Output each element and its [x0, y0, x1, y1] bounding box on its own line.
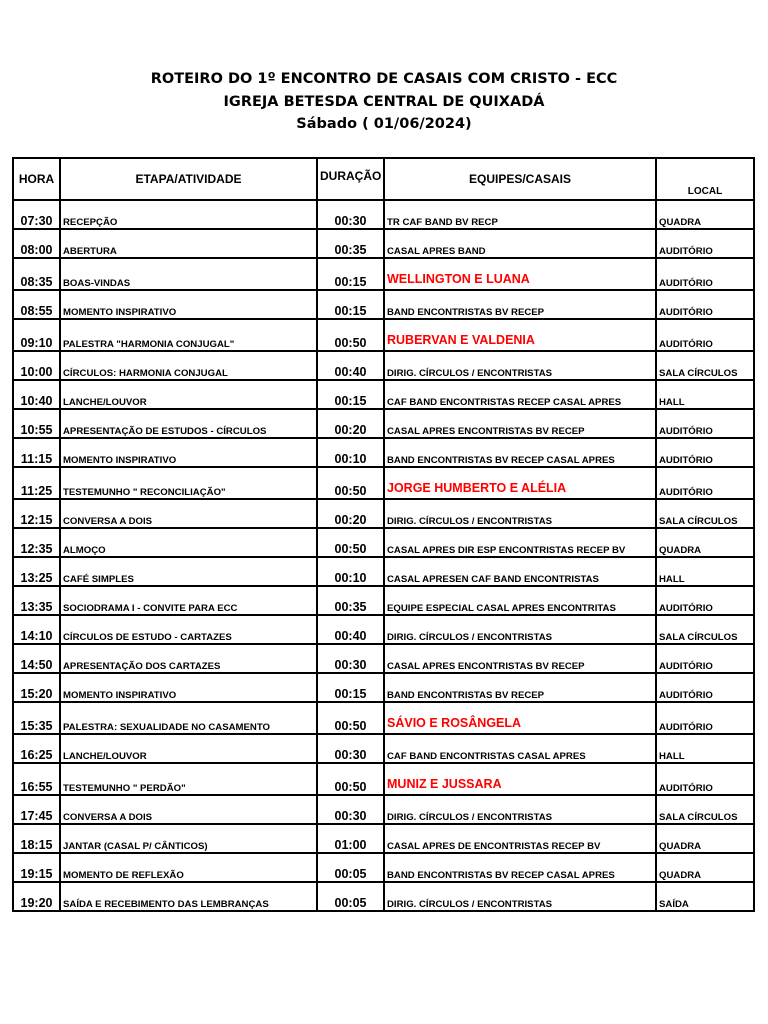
duracao-cell: 00:15 — [317, 380, 384, 409]
equipe-cell: CAF BAND ENCONTRISTAS RECEP CASAL APRES — [384, 380, 656, 409]
etapa-cell: LANCHE/LOUVOR — [60, 734, 317, 763]
etapa-cell: ALMOÇO — [60, 528, 317, 557]
etapa-cell: PALESTRA: SEXUALIDADE NO CASAMENTO — [60, 702, 317, 734]
column-header-hora: HORA — [13, 158, 60, 200]
duracao-cell: 00:15 — [317, 290, 384, 319]
etapa-cell: CAFÉ SIMPLES — [60, 557, 317, 586]
table-row — [13, 763, 754, 795]
duracao-cell: 00:40 — [317, 615, 384, 644]
equipe-cell: CASAL APRES ENCONTRISTAS BV RECEP — [384, 644, 656, 673]
table-row — [13, 380, 754, 409]
table-row — [13, 673, 754, 702]
equipe-cell: TR CAF BAND BV RECP — [384, 200, 656, 229]
equipe-cell: DIRIG. CÍRCULOS / ENCONTRISTAS — [384, 351, 656, 380]
hora-cell: 10:55 — [13, 409, 60, 438]
equipe-cell: CAF BAND ENCONTRISTAS CASAL APRES — [384, 734, 656, 763]
table-row — [13, 824, 754, 853]
hora-cell: 15:20 — [13, 673, 60, 702]
table-row — [13, 644, 754, 673]
table-row — [13, 229, 754, 258]
hora-cell: 09:10 — [13, 319, 60, 351]
hora-cell: 14:50 — [13, 644, 60, 673]
etapa-cell: SOCIODRAMA I - CONVITE PARA ECC — [60, 586, 317, 615]
etapa-cell: CONVERSA A DOIS — [60, 795, 317, 824]
hora-cell: 16:25 — [13, 734, 60, 763]
etapa-cell: MOMENTO INSPIRATIVO — [60, 673, 317, 702]
table-row — [13, 290, 754, 319]
local-cell: QUADRA — [656, 853, 754, 882]
local-cell: AUDITÓRIO — [656, 763, 754, 795]
local-cell: AUDITÓRIO — [656, 644, 754, 673]
table-row — [13, 734, 754, 763]
local-cell: SAÍDA — [656, 882, 754, 911]
table-row — [13, 853, 754, 882]
local-cell: AUDITÓRIO — [656, 702, 754, 734]
hora-cell: 11:15 — [13, 438, 60, 467]
duracao-cell: 00:35 — [317, 229, 384, 258]
local-cell: SALA CÍRCULOS — [656, 615, 754, 644]
local-cell: AUDITÓRIO — [656, 258, 754, 290]
duracao-cell: 00:30 — [317, 795, 384, 824]
table-row — [13, 351, 754, 380]
equipe-cell: RUBERVAN E VALDENIA — [384, 319, 656, 351]
equipe-cell: BAND ENCONTRISTAS BV RECEP — [384, 290, 656, 319]
hora-cell: 15:35 — [13, 702, 60, 734]
duracao-cell: 00:50 — [317, 528, 384, 557]
etapa-cell: RECEPÇÃO — [60, 200, 317, 229]
local-cell: AUDITÓRIO — [656, 229, 754, 258]
etapa-cell: APRESENTAÇÃO DOS CARTAZES — [60, 644, 317, 673]
etapa-cell: JANTAR (CASAL P/ CÂNTICOS) — [60, 824, 317, 853]
column-header-etapa: ETAPA/ATIVIDADE — [60, 158, 317, 200]
equipe-cell: CASAL APRES DIR ESP ENCONTRISTAS RECEP BV — [384, 528, 656, 557]
duracao-cell: 01:00 — [317, 824, 384, 853]
hora-cell: 08:55 — [13, 290, 60, 319]
table-row — [13, 586, 754, 615]
title-line-3: Sábado ( 01/06/2024) — [296, 116, 472, 132]
document-header — [0, 68, 768, 136]
hora-cell: 13:35 — [13, 586, 60, 615]
duracao-cell: 00:10 — [317, 557, 384, 586]
duracao-cell: 00:40 — [317, 351, 384, 380]
etapa-cell: MOMENTO INSPIRATIVO — [60, 290, 317, 319]
hora-cell: 18:15 — [13, 824, 60, 853]
title-line-1: ROTEIRO DO 1º ENCONTRO DE CASAIS COM CRISTO - ECC — [150, 71, 618, 87]
hora-cell: 17:45 — [13, 795, 60, 824]
local-cell: HALL — [656, 380, 754, 409]
etapa-cell: APRESENTAÇÃO DE ESTUDOS - CÍRCULOS — [60, 409, 317, 438]
local-cell: SALA CÍRCULOS — [656, 499, 754, 528]
table-row — [13, 438, 754, 467]
duracao-cell: 00:50 — [317, 763, 384, 795]
etapa-cell: PALESTRA "HARMONIA CONJUGAL" — [60, 319, 317, 351]
hora-cell: 11:25 — [13, 467, 60, 499]
table-header-row — [13, 158, 754, 200]
hora-cell: 12:15 — [13, 499, 60, 528]
duracao-cell: 00:10 — [317, 438, 384, 467]
equipe-cell: EQUIPE ESPECIAL CASAL APRES ENCONTRITAS — [384, 586, 656, 615]
local-cell: AUDITÓRIO — [656, 409, 754, 438]
hora-cell: 19:20 — [13, 882, 60, 911]
duracao-cell: 00:20 — [317, 409, 384, 438]
equipe-cell: DIRIG. CÍRCULOS / ENCONTRISTAS — [384, 795, 656, 824]
duracao-cell: 00:50 — [317, 319, 384, 351]
etapa-cell: CÍRCULOS: HARMONIA CONJUGAL — [60, 351, 317, 380]
local-cell: SALA CÍRCULOS — [656, 795, 754, 824]
etapa-cell: TESTEMUNHO " PERDÃO" — [60, 763, 317, 795]
equipe-cell: BAND ENCONTRISTAS BV RECEP — [384, 673, 656, 702]
duracao-cell: 00:35 — [317, 586, 384, 615]
table-row — [13, 258, 754, 290]
hora-cell: 19:15 — [13, 853, 60, 882]
local-cell: QUADRA — [656, 824, 754, 853]
equipe-cell: DIRIG. CÍRCULOS / ENCONTRISTAS — [384, 499, 656, 528]
table-row — [13, 615, 754, 644]
etapa-cell: TESTEMUNHO " RECONCILIAÇÃO" — [60, 467, 317, 499]
etapa-cell: MOMENTO DE REFLEXÃO — [60, 853, 317, 882]
etapa-cell: BOAS-VINDAS — [60, 258, 317, 290]
local-cell: AUDITÓRIO — [656, 586, 754, 615]
hora-cell: 08:00 — [13, 229, 60, 258]
column-header-duracao: DURAÇÃO — [317, 158, 384, 200]
table-row — [13, 467, 754, 499]
equipe-cell: CASAL APRES BAND — [384, 229, 656, 258]
local-cell: AUDITÓRIO — [656, 438, 754, 467]
local-cell: AUDITÓRIO — [656, 467, 754, 499]
etapa-cell: ABERTURA — [60, 229, 317, 258]
hora-cell: 10:00 — [13, 351, 60, 380]
hora-cell: 12:35 — [13, 528, 60, 557]
equipe-cell: CASAL APRESEN CAF BAND ENCONTRISTAS — [384, 557, 656, 586]
duracao-cell: 00:05 — [317, 853, 384, 882]
table-row — [13, 409, 754, 438]
title-line-2: IGREJA BETESDA CENTRAL DE QUIXADÁ — [223, 93, 545, 110]
local-cell: AUDITÓRIO — [656, 673, 754, 702]
duracao-cell: 00:15 — [317, 258, 384, 290]
hora-cell: 08:35 — [13, 258, 60, 290]
duracao-cell: 00:15 — [317, 673, 384, 702]
local-cell: HALL — [656, 557, 754, 586]
column-header-local: LOCAL — [656, 158, 754, 200]
etapa-cell: MOMENTO INSPIRATIVO — [60, 438, 317, 467]
duracao-cell: 00:20 — [317, 499, 384, 528]
equipe-cell: JORGE HUMBERTO E ALÉLIA — [384, 467, 656, 499]
equipe-cell: BAND ENCONTRISTAS BV RECEP CASAL APRES — [384, 853, 656, 882]
local-cell: AUDITÓRIO — [656, 290, 754, 319]
duracao-cell: 00:05 — [317, 882, 384, 911]
table-row — [13, 795, 754, 824]
table-row — [13, 882, 754, 911]
local-cell: HALL — [656, 734, 754, 763]
hora-cell: 10:40 — [13, 380, 60, 409]
duracao-cell: 00:30 — [317, 200, 384, 229]
schedule-table — [12, 157, 755, 912]
etapa-cell: CONVERSA A DOIS — [60, 499, 317, 528]
local-cell: QUADRA — [656, 200, 754, 229]
table-row — [13, 702, 754, 734]
etapa-cell: SAÍDA E RECEBIMENTO DAS LEMBRANÇAS — [60, 882, 317, 911]
hora-cell: 16:55 — [13, 763, 60, 795]
local-cell: SALA CÍRCULOS — [656, 351, 754, 380]
equipe-cell: SÁVIO E ROSÂNGELA — [384, 702, 656, 734]
equipe-cell: DIRIG. CÍRCULOS / ENCONTRISTAS — [384, 882, 656, 911]
local-cell: AUDITÓRIO — [656, 319, 754, 351]
schedule-body — [13, 200, 754, 911]
duracao-cell: 00:50 — [317, 467, 384, 499]
local-cell: QUADRA — [656, 528, 754, 557]
equipe-cell: MUNIZ E JUSSARA — [384, 763, 656, 795]
duracao-cell: 00:30 — [317, 734, 384, 763]
duracao-cell: 00:30 — [317, 644, 384, 673]
equipe-cell: WELLINGTON E LUANA — [384, 258, 656, 290]
table-row — [13, 319, 754, 351]
hora-cell: 13:25 — [13, 557, 60, 586]
hora-cell: 14:10 — [13, 615, 60, 644]
equipe-cell: CASAL APRES ENCONTRISTAS BV RECEP — [384, 409, 656, 438]
equipe-cell: CASAL APRES DE ENCONTRISTAS RECEP BV — [384, 824, 656, 853]
duracao-cell: 00:50 — [317, 702, 384, 734]
table-row — [13, 499, 754, 528]
table-row — [13, 200, 754, 229]
equipe-cell: DIRIG. CÍRCULOS / ENCONTRISTAS — [384, 615, 656, 644]
equipe-cell: BAND ENCONTRISTAS BV RECEP CASAL APRES — [384, 438, 656, 467]
etapa-cell: LANCHE/LOUVOR — [60, 380, 317, 409]
etapa-cell: CÍRCULOS DE ESTUDO - CARTAZES — [60, 615, 317, 644]
hora-cell: 07:30 — [13, 200, 60, 229]
column-header-equipes: EQUIPES/CASAIS — [384, 158, 656, 200]
table-row — [13, 557, 754, 586]
table-row — [13, 528, 754, 557]
